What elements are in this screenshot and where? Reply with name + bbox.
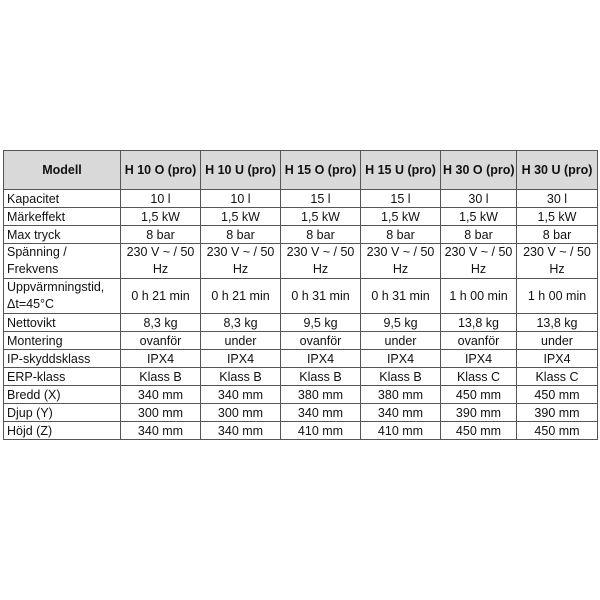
table-row [4, 350, 598, 368]
table-cell: 13,8 kg [517, 314, 598, 332]
table-cell: IPX4 [121, 350, 201, 368]
row-label: Max tryck [4, 226, 121, 244]
table-row [4, 368, 598, 386]
table-cell: 410 mm [361, 422, 441, 440]
table-cell: 300 mm [121, 404, 201, 422]
table-cell: Klass B [121, 368, 201, 386]
table-cell: 230 V ~ / 50 Hz [201, 244, 281, 279]
header-cell: H 30 O (pro) [441, 151, 517, 190]
table-row [4, 190, 598, 208]
table-cell: 0 h 21 min [201, 279, 281, 314]
table-cell: 0 h 21 min [121, 279, 201, 314]
table-cell: 230 V ~ / 50 Hz [441, 244, 517, 279]
table-cell: 8 bar [201, 226, 281, 244]
table-row [4, 404, 598, 422]
table-cell: 8 bar [361, 226, 441, 244]
table-cell: 340 mm [121, 386, 201, 404]
table-cell: Klass C [441, 368, 517, 386]
table-cell: 8 bar [121, 226, 201, 244]
table-row [4, 386, 598, 404]
table-cell: 1 h 00 min [441, 279, 517, 314]
header-cell: H 10 U (pro) [201, 151, 281, 190]
table-cell: 340 mm [201, 386, 281, 404]
table-cell: 300 mm [201, 404, 281, 422]
table-cell: 10 l [201, 190, 281, 208]
table-cell: 380 mm [361, 386, 441, 404]
table-cell: 450 mm [441, 422, 517, 440]
table-cell: Klass B [361, 368, 441, 386]
table-cell: 230 V ~ / 50 Hz [121, 244, 201, 279]
table-cell: 390 mm [517, 404, 598, 422]
table-row [4, 314, 598, 332]
table-row [4, 422, 598, 440]
table-cell: 1,5 kW [441, 208, 517, 226]
table-cell: IPX4 [441, 350, 517, 368]
row-label: Nettovikt [4, 314, 121, 332]
table-cell: 8,3 kg [201, 314, 281, 332]
header-cell: H 10 O (pro) [121, 151, 201, 190]
table-cell: 13,8 kg [441, 314, 517, 332]
table-cell: 30 l [517, 190, 598, 208]
header-cell: H 15 O (pro) [281, 151, 361, 190]
table-cell: 340 mm [361, 404, 441, 422]
table-cell: 1,5 kW [361, 208, 441, 226]
row-label: Djup (Y) [4, 404, 121, 422]
row-label: Bredd (X) [4, 386, 121, 404]
row-label: IP-skyddsklass [4, 350, 121, 368]
table-cell: 0 h 31 min [361, 279, 441, 314]
table-cell: 1,5 kW [201, 208, 281, 226]
table-cell: 340 mm [201, 422, 281, 440]
table-row [4, 332, 598, 350]
table-cell: ovanför [121, 332, 201, 350]
table-cell: 30 l [441, 190, 517, 208]
table-cell: 450 mm [441, 386, 517, 404]
table-cell: ovanför [281, 332, 361, 350]
table-cell: 380 mm [281, 386, 361, 404]
spec-table [3, 150, 598, 440]
row-label: Uppvärmningstid, Δt=45°C [4, 279, 121, 314]
table-cell: 9,5 kg [361, 314, 441, 332]
header-cell: Modell [4, 151, 121, 190]
table-cell: 8 bar [517, 226, 598, 244]
table-cell: Klass B [281, 368, 361, 386]
table-row [4, 279, 598, 314]
table-cell: 15 l [281, 190, 361, 208]
table-cell: 230 V ~ / 50 Hz [361, 244, 441, 279]
table-cell: IPX4 [201, 350, 281, 368]
table-cell: 1,5 kW [517, 208, 598, 226]
table-cell: 230 V ~ / 50 Hz [281, 244, 361, 279]
table-cell: under [201, 332, 281, 350]
row-label: Spänning / Frekvens [4, 244, 121, 279]
table-header-row [4, 151, 598, 190]
table-cell: 450 mm [517, 422, 598, 440]
table-cell: 9,5 kg [281, 314, 361, 332]
row-label: Kapacitet [4, 190, 121, 208]
header-cell: H 15 U (pro) [361, 151, 441, 190]
row-label: Montering [4, 332, 121, 350]
table-cell: under [517, 332, 598, 350]
table-cell: IPX4 [361, 350, 441, 368]
table-cell: 0 h 31 min [281, 279, 361, 314]
table-cell: ovanför [441, 332, 517, 350]
header-cell: H 30 U (pro) [517, 151, 598, 190]
table-row [4, 208, 598, 226]
table-cell: 390 mm [441, 404, 517, 422]
row-label: Höjd (Z) [4, 422, 121, 440]
table-cell: Klass C [517, 368, 598, 386]
table-cell: 8 bar [441, 226, 517, 244]
table-cell: 1,5 kW [121, 208, 201, 226]
table-cell: 10 l [121, 190, 201, 208]
table-cell: 340 mm [121, 422, 201, 440]
table-cell: 8,3 kg [121, 314, 201, 332]
row-label: Märkeffekt [4, 208, 121, 226]
table-cell: IPX4 [517, 350, 598, 368]
table-cell: IPX4 [281, 350, 361, 368]
table-cell: 1,5 kW [281, 208, 361, 226]
table-row [4, 226, 598, 244]
table-cell: 450 mm [517, 386, 598, 404]
table-cell: 230 V ~ / 50 Hz [517, 244, 598, 279]
table-cell: 8 bar [281, 226, 361, 244]
table-cell: 15 l [361, 190, 441, 208]
table-cell: Klass B [201, 368, 281, 386]
row-label: ERP-klass [4, 368, 121, 386]
table-row [4, 244, 598, 279]
table-cell: 340 mm [281, 404, 361, 422]
table-cell: 1 h 00 min [517, 279, 598, 314]
table-cell: under [361, 332, 441, 350]
table-cell: 410 mm [281, 422, 361, 440]
